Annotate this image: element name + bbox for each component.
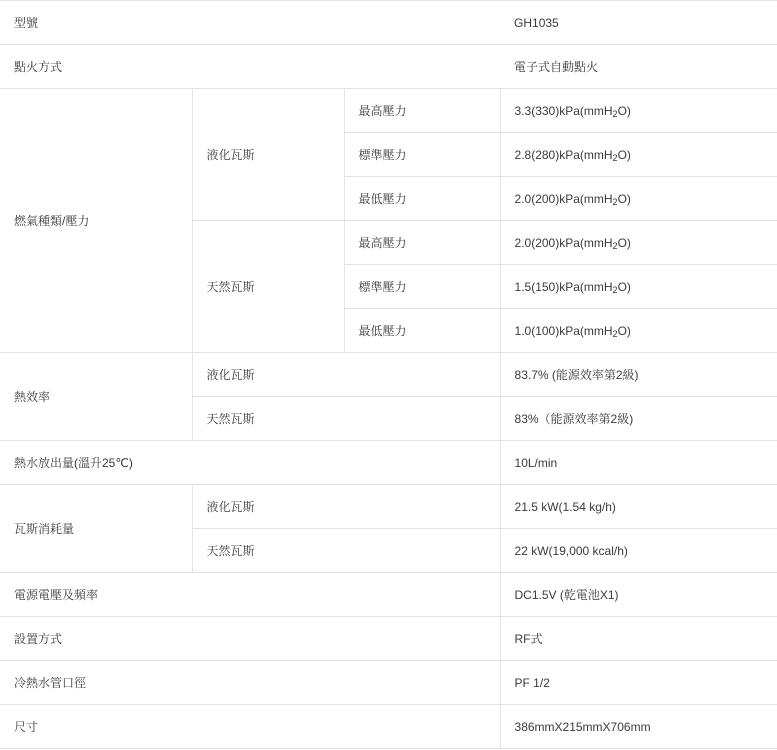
row-value xyxy=(500,265,777,309)
row-label: 瓦斯消耗量 xyxy=(0,485,192,573)
table-row xyxy=(0,573,777,617)
gas-type-label: 天然瓦斯 xyxy=(192,221,344,353)
table-row xyxy=(0,661,777,705)
table-row xyxy=(0,705,777,749)
pressure-label: 標準壓力 xyxy=(344,133,500,177)
pressure-label: 最高壓力 xyxy=(344,89,500,133)
table-row xyxy=(0,1,777,45)
row-label: 型號 xyxy=(0,1,500,45)
row-value: DC1.5V (乾電池X1) xyxy=(500,573,777,617)
row-value: GH1035 xyxy=(500,1,777,45)
value-suffix: O) xyxy=(617,235,631,250)
value-text: 2.8(280)kPa(mmH xyxy=(514,147,613,162)
row-value: RF式 xyxy=(500,617,777,661)
table-row xyxy=(0,485,777,529)
row-value: 386mmX215mmX706mm xyxy=(500,705,777,749)
gas-type-label: 液化瓦斯 xyxy=(192,353,500,397)
row-label: 點火方式 xyxy=(0,45,500,89)
row-value: 83.7% (能源效率第2級) xyxy=(500,353,777,397)
row-label: 熱效率 xyxy=(0,353,192,441)
row-label: 熱水放出量(溫升25℃) xyxy=(0,441,500,485)
value-text: 1.0(100)kPa(mmH xyxy=(514,323,613,338)
value-suffix: O) xyxy=(617,279,631,294)
gas-type-label: 液化瓦斯 xyxy=(192,485,500,529)
row-label: 設置方式 xyxy=(0,617,500,661)
value-text: 2.0(200)kPa(mmH xyxy=(514,235,613,250)
table-row xyxy=(0,353,777,397)
gas-type-label: 液化瓦斯 xyxy=(192,89,344,221)
pressure-label: 最高壓力 xyxy=(344,221,500,265)
pressure-label: 最低壓力 xyxy=(344,309,500,353)
value-suffix: O) xyxy=(617,103,631,118)
row-label: 電源電壓及頻率 xyxy=(0,573,500,617)
gas-type-label: 天然瓦斯 xyxy=(192,529,500,573)
value-subscript: 2 xyxy=(612,196,618,207)
row-value: 83%（能源效率第2級) xyxy=(500,397,777,441)
row-value xyxy=(500,89,777,133)
value-text: 3.3(330)kPa(mmH xyxy=(514,103,613,118)
pressure-label: 標準壓力 xyxy=(344,265,500,309)
row-label: 燃氣種類/壓力 xyxy=(0,89,192,353)
value-suffix: O) xyxy=(617,191,631,206)
value-text: 1.5(150)kPa(mmH xyxy=(514,279,613,294)
value-subscript: 2 xyxy=(612,108,618,119)
table-row xyxy=(0,89,777,133)
value-subscript: 2 xyxy=(612,328,618,339)
pressure-label: 最低壓力 xyxy=(344,177,500,221)
row-label: 尺寸 xyxy=(0,705,500,749)
row-label: 冷熱水管口徑 xyxy=(0,661,500,705)
value-subscript: 2 xyxy=(612,284,618,295)
row-value: 電子式自動點火 xyxy=(500,45,777,89)
row-value: 10L/min xyxy=(500,441,777,485)
table-row xyxy=(0,45,777,89)
row-value xyxy=(500,309,777,353)
value-text: 2.0(200)kPa(mmH xyxy=(514,191,613,206)
gas-type-label: 天然瓦斯 xyxy=(192,397,500,441)
row-value xyxy=(500,177,777,221)
row-value: 21.5 kW(1.54 kg/h) xyxy=(500,485,777,529)
value-subscript: 2 xyxy=(612,152,618,163)
row-value xyxy=(500,133,777,177)
value-suffix: O) xyxy=(617,147,631,162)
table-row xyxy=(0,617,777,661)
value-suffix: O) xyxy=(617,323,631,338)
row-value: PF 1/2 xyxy=(500,661,777,705)
row-value xyxy=(500,221,777,265)
table-row xyxy=(0,441,777,485)
value-subscript: 2 xyxy=(612,240,618,251)
row-value: 22 kW(19,000 kcal/h) xyxy=(500,529,777,573)
